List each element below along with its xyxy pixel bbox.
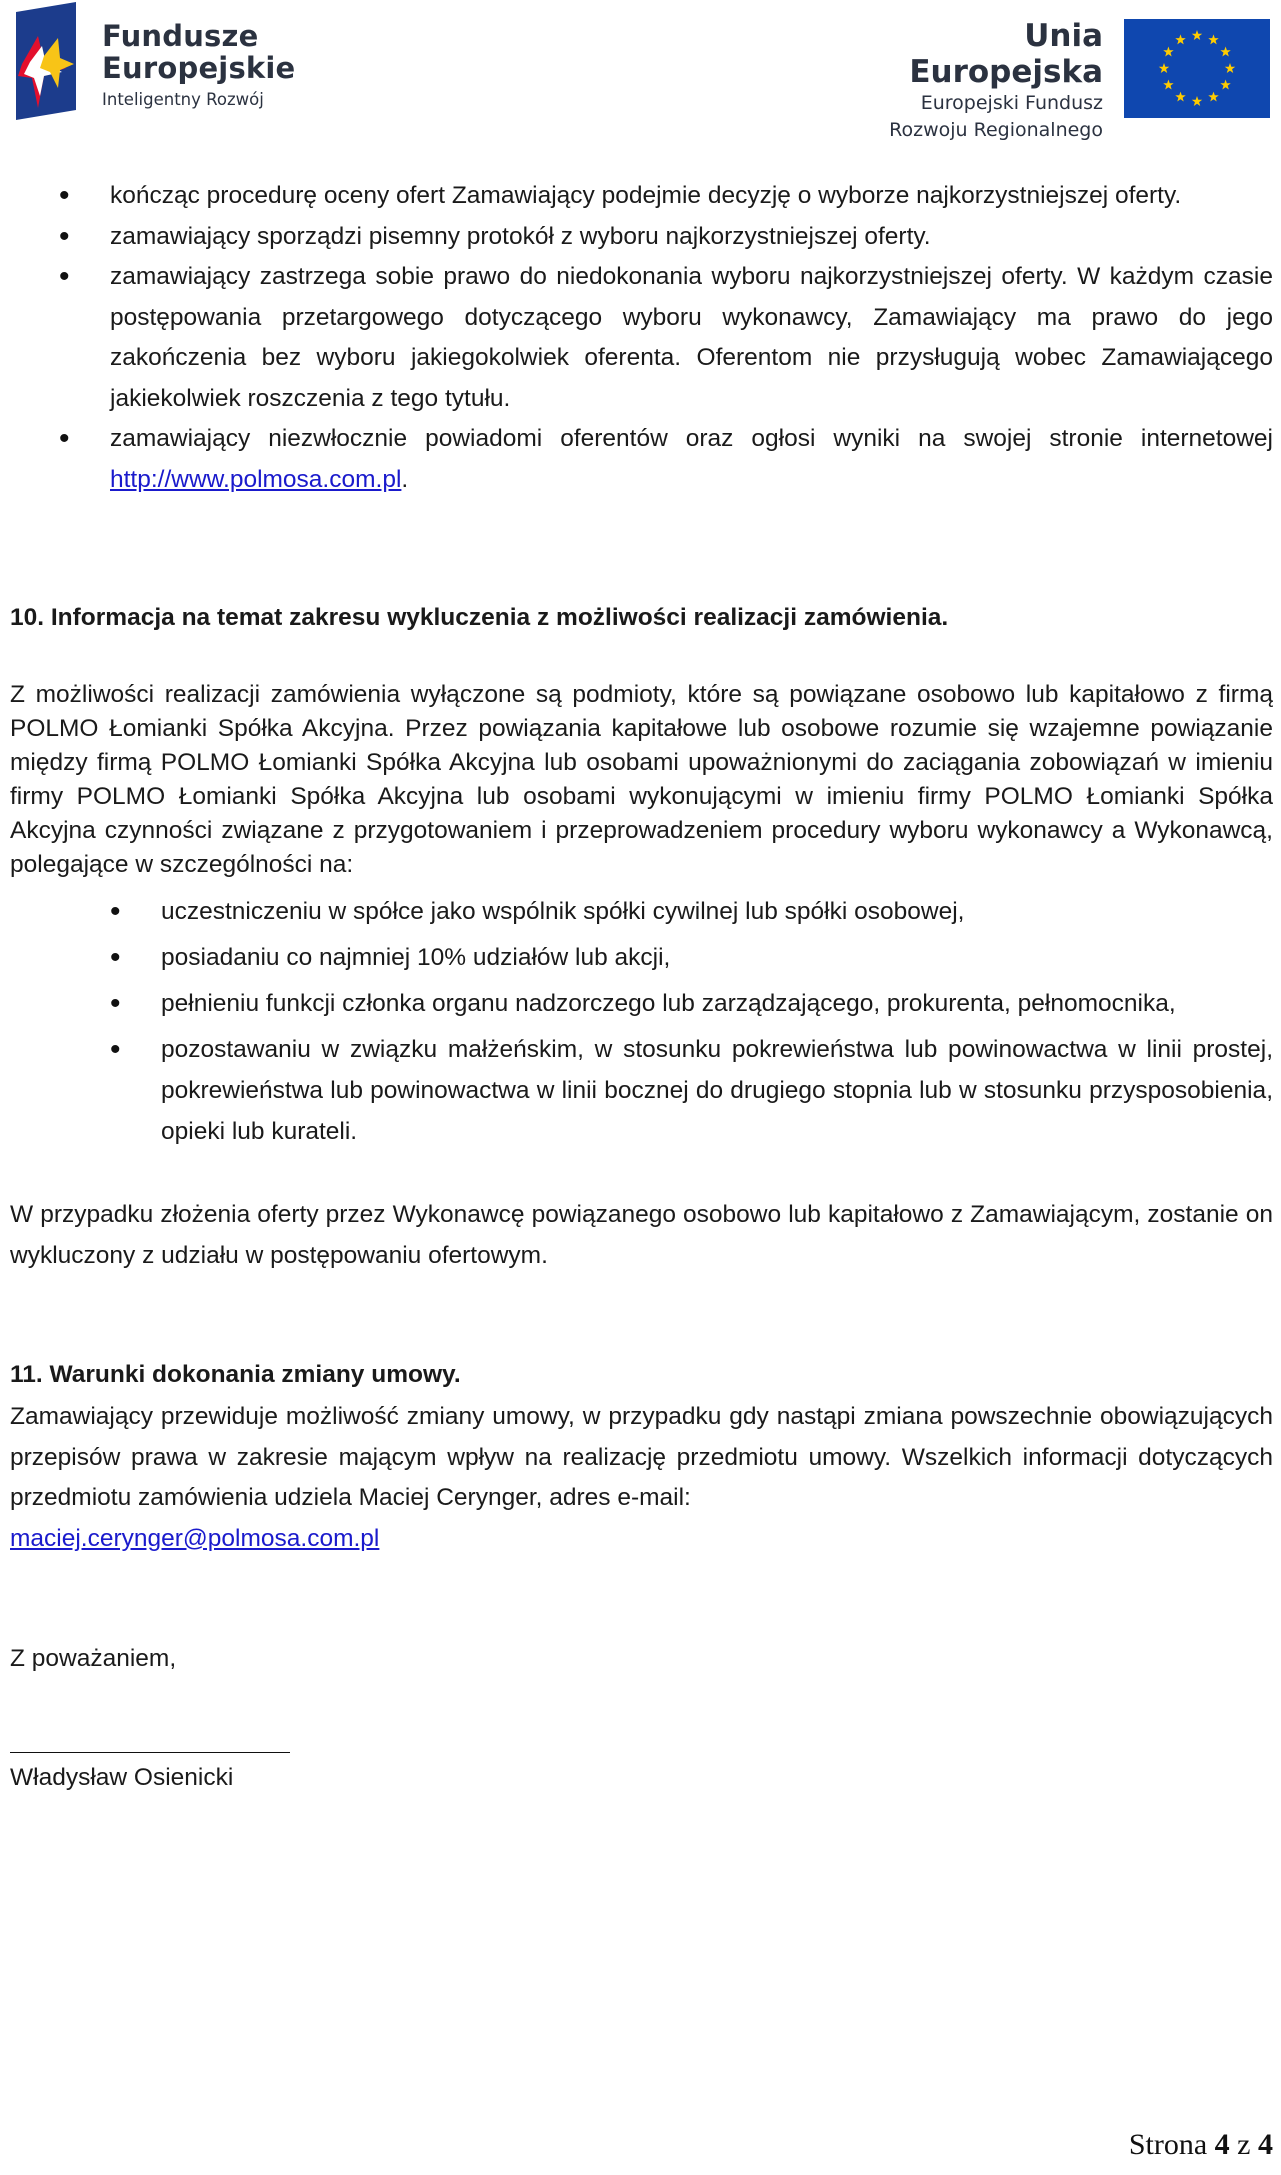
- bullet-text: pozostawaniu w związku małżeńskim, w stosunku pokrewieństwa lub powinowactwa w linii prostej, pokrewieństwa lub powinowactwa w linii bocznej do drugiego stopnia lub w stosunku przysposobienia, opieki lub kurateli.: [161, 1036, 1273, 1145]
- page-number-separator: z: [1237, 2128, 1251, 2161]
- list-item: [59, 217, 1273, 258]
- bullet-text: uczestniczeniu w spółce jako wspólnik spółki cywilnej lub spółki osobowej,: [161, 898, 965, 925]
- ue-logo-sub1: Europejski Fundusz: [920, 92, 1103, 114]
- section-11-heading: 11. Warunki dokonania zmiany umowy.: [10, 1361, 461, 1388]
- bullet-text: posiadaniu co najmniej 10% udziałów lub akcji,: [161, 944, 671, 971]
- section-10-intro: Z możliwości realizacji zamówienia wyłączone są podmioty, które są powiązane osobowo lub kapitałowo z firmą POLMO Łomianki Spółka Akcyjna. Przez powiązania kapitałowe lub osobowe rozumie się wzajemne powiązanie między firmą POLMO Łomianki Spółka Akcyjna lub osobami upoważnionymi do zaciągania zobowiązań w imieniu firmy POLMO Łomianki Spółka Akcyjna lub osobami wykonującymi w imieniu firmy POLMO Łomianki Spółka Akcyjna czynności związane z przygotowaniem i przeprowadzeniem procedury wyboru wykonawcy a Wykonawcą, polegające w szczególności na:: [10, 681, 1273, 878]
- greeting: Z poważaniem,: [10, 1645, 177, 1672]
- email-link[interactable]: maciej.cerynger@polmosa.com.pl: [10, 1524, 380, 1552]
- bullet-text: zamawiający sporządzi pisemny protokół z wyboru najkorzystniejszej oferty.: [110, 222, 931, 250]
- page-number-current: 4: [1214, 2128, 1230, 2161]
- bullet-text: zamawiający zastrzega sobie prawo do niedokonania wyboru najkorzystniejszej oferty. W każdym czasie postępowania przetargowego dotyczącego wyboru wykonawcy, Zamawiający ma prawo do jego zakończenia bez wyboru jakiegokolwiek oferenta. Oferentom nie przysługują wobec Zamawiającego jakiekolwiek roszczenia z tego tytułu.: [110, 263, 1273, 412]
- fe-logo-line2: Europejskie: [102, 51, 296, 85]
- signature-line: [10, 1752, 290, 1753]
- unia-europejska-logo: [830, 8, 1270, 141]
- page-number-prefix: Strona: [1128, 2128, 1208, 2161]
- eu-flag-icon: [1124, 19, 1270, 118]
- ue-logo-sub2: Rozwoju Regionalnego: [889, 119, 1103, 141]
- page-number-total: 4: [1258, 2128, 1273, 2161]
- bullet-text: zamawiający niezwłocznie powiadomi oferentów oraz ogłosi wyniki na swojej stronie internetowej: [110, 425, 1273, 452]
- list-item: [59, 419, 1273, 500]
- fe-logo-line1: Fundusze: [102, 19, 259, 53]
- fe-logo-line3: Inteligentny Rozwój: [102, 90, 264, 109]
- bullet-text-end: .: [401, 465, 409, 493]
- bullet-text: pełnieniu funkcji członka organu nadzorczego lub zarządzającego, prokurenta, pełnomocnika,: [161, 990, 1176, 1017]
- list-item: [59, 176, 1273, 217]
- website-link[interactable]: http://www.polmosa.com.pl: [110, 465, 402, 493]
- signatory-name: Władysław Osienicki: [10, 1764, 234, 1791]
- section-11-text: Zamawiający przewiduje możliwość zmiany umowy, w przypadku gdy nastąpi zmiana powszechnie obowiązujących przepisów prawa w zakresie mającym wpływ na realizację przedmiotu umowy. Wszelkich informacji dotyczących przedmiotu zamówienia udziela Maciej Cerynger, adres e-mail:: [10, 1403, 1273, 1511]
- list-item: [110, 891, 1273, 932]
- list-item: [59, 257, 1273, 419]
- section-10-closing: W przypadku złożenia oferty przez Wykonawcę powiązanego osobowo lub kapitałowo z Zamawiającym, zostanie on wykluczony z udziału w postępowaniu ofertowym.: [10, 1201, 1273, 1269]
- ue-logo-title: Unia Europejska: [909, 18, 1103, 90]
- page-number: [1129, 2128, 1273, 2162]
- fe-emblem-icon: [14, 2, 78, 120]
- fundusze-europejskie-logo: [14, 2, 304, 120]
- ue-logo-text: [830, 18, 1103, 144]
- exclusion-bullet-list: [110, 891, 1273, 1157]
- list-item: [110, 983, 1273, 1024]
- section-10-heading: 10. Informacja na temat zakresu wykluczenia z możliwości realizacji zamówienia.: [10, 604, 949, 631]
- evaluation-bullet-list: [59, 176, 1273, 500]
- list-item: [110, 1029, 1273, 1152]
- fe-logo-text: [102, 20, 295, 109]
- list-item: [110, 937, 1273, 978]
- bullet-text: kończąc procedurę oceny ofert Zamawiający podejmie decyzję o wyborze najkorzystniejszej oferty.: [110, 182, 1182, 209]
- section-11-body: [10, 1397, 1273, 1559]
